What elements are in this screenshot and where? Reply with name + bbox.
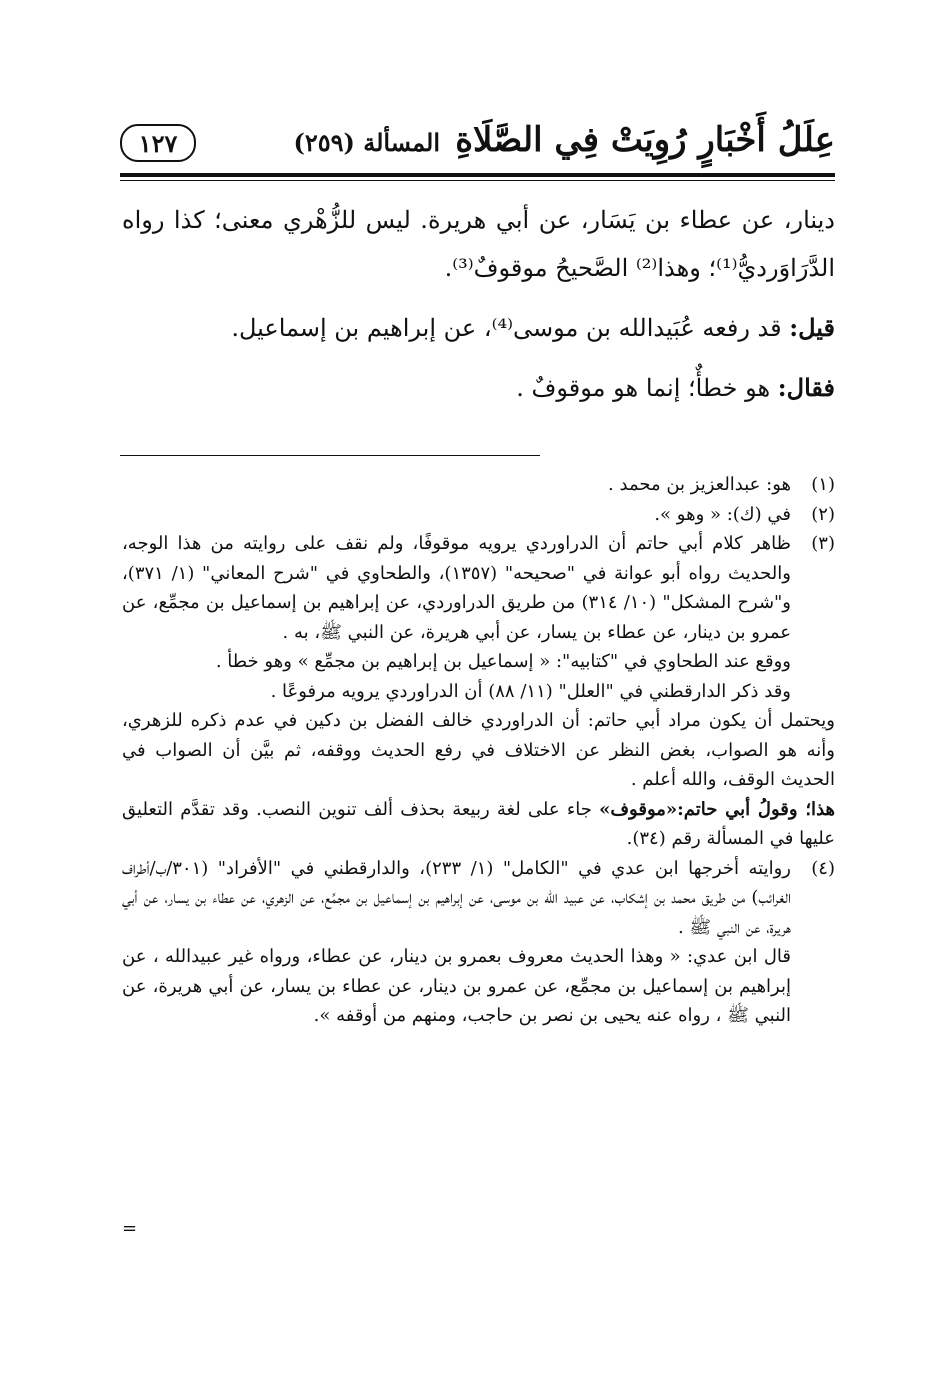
main-paragraph-2-text: قد رفعه عُبَيدالله بن موسى⁽⁴⁾، عن إبراهيم بن إسماعيل.	[231, 314, 790, 342]
footnote-3-paragraph-3: وقد ذكر الدارقطني في "العلل" (١١/ ٨٨) أن الدراوردي يرويه مرفوعًا .	[270, 680, 791, 702]
footnote-4-paragraph-1: روايته أخرجها ابن عدي في "الكامل" (١/ ٢٣٣)، والدارقطني في "الأفراد" (٣٠١/ب/أطراف الغرائب) من طريق محمد بن إشكاب، عن عبيد الله بن موسى، عن إبراهيم بن إسماعيل بن مجمِّع، عن الزهري، عن عطاء بن يسار، عن أبي هريرة، عن النبي ﷺ .	[122, 857, 792, 938]
footnote-3-paragraph-1: ظاهر كلام أبي حاتم أن الدراوردي يرويه موقوفًا، ولم نقف على روايته من هذا الوجه، والحديث رواه أبو عوانة في "صحيحه" (١٣٥٧)، والطحاوي في "شرح المعاني" (١/ ٣٧١)، و"شرح المشكل" (١٠/ ٣١٤) من طريق الدراوردي، عن إبراهيم بن إسماعيل بن مجمِّع، عن عمرو بن دينار، عن عطاء بن يسار، عن أبي هريرة، عن النبي ﷺ، به .	[122, 533, 791, 643]
footnote-4-number: (٤)	[811, 857, 835, 879]
main-paragraph-3-text: هو خطأٌ؛ إنما هو موقوفٌ .	[516, 374, 778, 402]
footnote-3-paragraph-4: ويحتمل أن يكون مراد أبي حاتم: أن الدراوردي خالف الفضل بن دكين في عدم ذكره للزهري، وأنه هو الصواب، بغض النظر عن الاختلاف في رفع الحديث ووقفه، ثم بيَّن أن الصواب في الحديث الوقف، والله أعلم .	[122, 710, 836, 790]
footnote-3	[122, 529, 835, 854]
header-rule-thin	[120, 180, 835, 181]
main-paragraph-3-lead: فقال:	[777, 373, 835, 402]
footnote-3-paragraph-2: ووقع عند الطحاوي في "كتابيه": « إسماعيل بن إبراهيم بن مجمِّع » وهو خطأ .	[215, 651, 791, 672]
main-paragraph-2	[122, 304, 835, 352]
footnote-3-number: (٣)	[811, 533, 835, 554]
footnote-1-text: هو: عبدالعزيز بن محمد .	[608, 474, 791, 495]
main-paragraph-2-lead: قيل:	[789, 313, 835, 342]
main-paragraph-1	[122, 196, 835, 292]
header-rule-thick	[120, 173, 835, 177]
footnote-4-paragraph-2: قال ابن عدي: « وهذا الحديث معروف بعمرو بن دينار، عن عطاء، ورواه غير عبيدالله ، عن إبراهيم بن إسماعيل بن مجمِّع، عن عمرو بن دينار، عن عطاء بن يسار، عن أبي هريرة، عن النبي ﷺ ، رواه عنه يحيى بن نصر بن حاجب، ومنهم من أوقفه ».	[122, 946, 791, 1026]
main-paragraph-1-text: دينار، عن عطاء بن يَسَار، عن أبي هريرة. ليس للزُّهْري معنى؛ كذا رواه الدَّرَاوَرديُّ⁽¹⁾؛ وهذا⁽²⁾ الصَّحيحُ موقوفٌ⁽³⁾.	[122, 206, 835, 282]
footnote-2	[122, 500, 835, 530]
footnote-1	[122, 470, 835, 500]
footnote-4	[122, 854, 835, 1031]
footnote-3-paragraph-5-text: جاء على لغة ربيعة بحذف ألف تنوين النصب. وقد تقدَّم التعليق عليها في المسألة رقم (٣٤).	[122, 798, 835, 849]
continuation-mark: =	[122, 1218, 138, 1239]
page-number-badge	[120, 124, 196, 162]
book-title: عِلَلُ أَخْبَارٍ رُوِيَتْ فِي الصَّلَاةِ	[455, 120, 835, 160]
footnote-2-number: (٢)	[811, 503, 835, 525]
main-text	[122, 196, 835, 424]
main-paragraph-3	[122, 364, 835, 412]
footnotes	[122, 470, 835, 1031]
page-header	[120, 118, 835, 174]
footnote-separator	[120, 455, 540, 456]
footnote-1-number: (١)	[811, 474, 835, 495]
issue-label: المسألة (٢٥٩)	[293, 128, 440, 157]
footnote-2-text: في (ك): « وهو ».	[654, 503, 791, 525]
footnote-3-paragraph-5-lead: هذا؛ وقولُ أبي حاتم:«موقوف»	[599, 798, 836, 820]
page-number: ١٢٧	[138, 128, 178, 158]
footnote-3-paragraph-5	[122, 795, 835, 854]
